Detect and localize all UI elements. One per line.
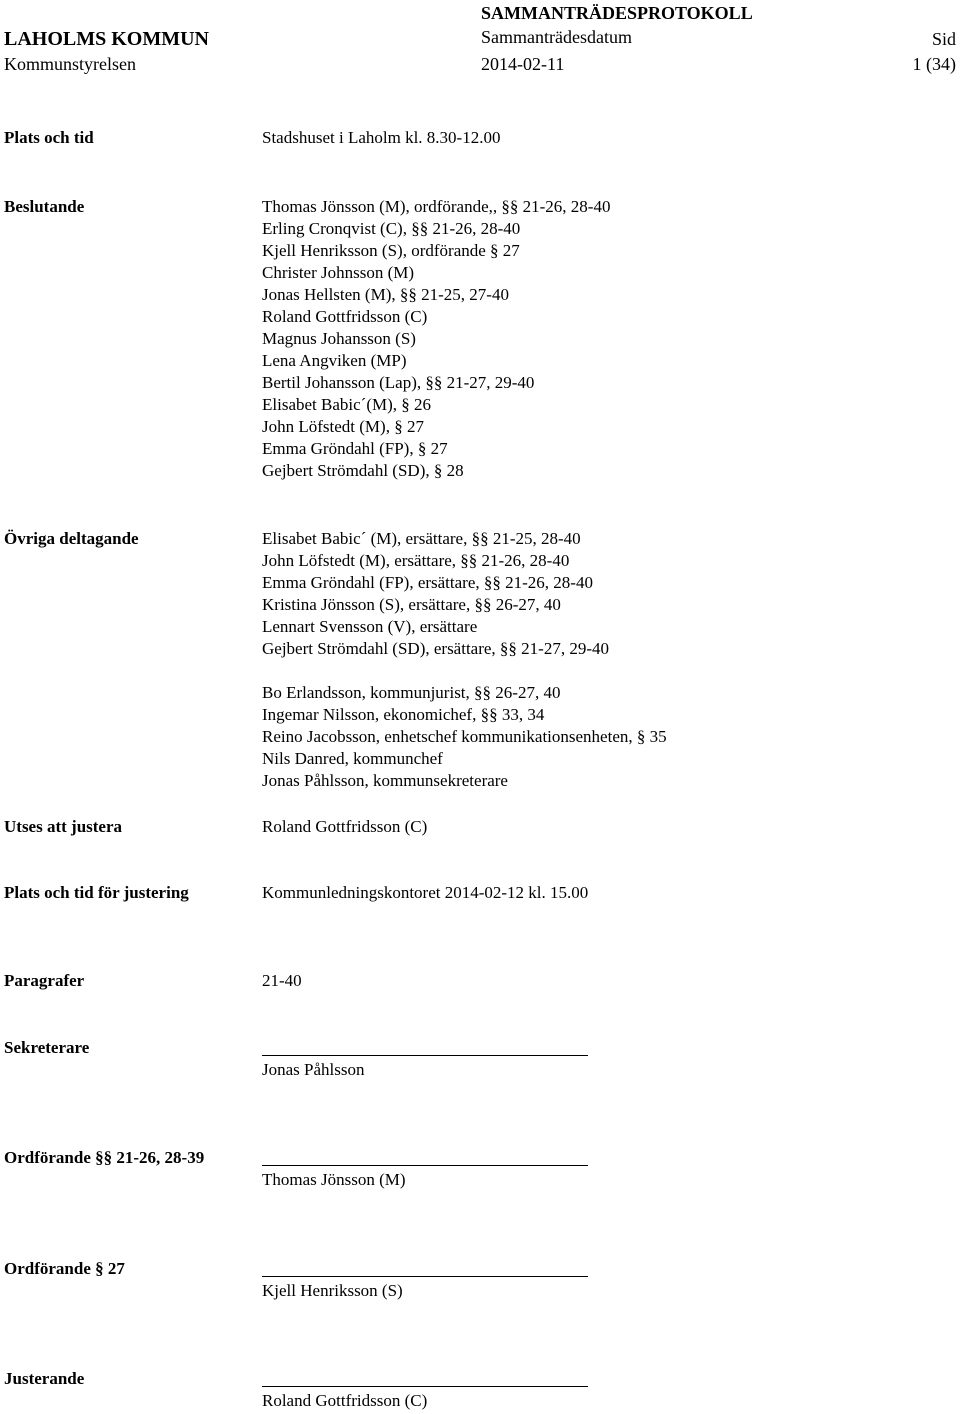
list-item: Jonas Hellsten (M), §§ 21-25, 27-40 [262, 285, 509, 304]
list-item: Emma Gröndahl (FP), ersättare, §§ 21-26, 28-40 [262, 573, 593, 592]
signature-label-adjuster: Justerande [4, 1369, 85, 1388]
list-item: John Löfstedt (M), ersättare, §§ 21-26, 28-40 [262, 551, 570, 570]
adjust-place-time-label: Plats och tid för justering [4, 883, 189, 902]
document-type: SAMMANTRÄDESPROTOKOLL [481, 3, 753, 23]
officials-list [262, 682, 667, 792]
adjust-place-time-value: Kommunledningskontoret 2014-02-12 kl. 15.00 [262, 883, 589, 902]
list-item: Magnus Johansson (S) [262, 329, 416, 348]
list-item: Kjell Henriksson (S), ordförande § 27 [262, 241, 520, 260]
list-item: Christer Johnsson (M) [262, 263, 415, 282]
page-number: 1 (34) [912, 54, 956, 74]
signature-label-chair-27: Ordförande § 27 [4, 1259, 125, 1278]
signature-line [262, 1386, 588, 1387]
signature-name-secretary: Jonas Påhlsson [262, 1060, 365, 1079]
signature-name-chair: Thomas Jönsson (M) [262, 1170, 406, 1189]
page-label: Sid [931, 29, 956, 49]
signature-line [262, 1055, 588, 1056]
organization-name: LAHOLMS KOMMUN [4, 28, 209, 50]
list-item: Ingemar Nilsson, ekonomichef, §§ 33, 34 [262, 705, 545, 724]
signature-line [262, 1165, 588, 1166]
list-item: Gejbert Strömdahl (SD), ersättare, §§ 21-27, 29-40 [262, 639, 609, 658]
list-item: Roland Gottfridsson (C) [262, 307, 428, 326]
meeting-date: 2014-02-11 [481, 54, 565, 74]
list-item: Emma Gröndahl (FP), § 27 [262, 439, 448, 458]
list-item: Kristina Jönsson (S), ersättare, §§ 26-27, 40 [262, 595, 561, 614]
place-time-label: Plats och tid [4, 128, 94, 147]
list-item: Lennart Svensson (V), ersättare [262, 617, 478, 636]
list-item: Elisabet Babic´(M), § 26 [262, 395, 432, 414]
list-item: Gejbert Strömdahl (SD), § 28 [262, 461, 464, 480]
paragraphs-value: 21-40 [262, 971, 302, 990]
other-participants-label: Övriga deltagande [4, 529, 139, 548]
signature-label-chair: Ordförande §§ 21-26, 28-39 [4, 1148, 205, 1167]
list-item: Thomas Jönsson (M), ordförande,, §§ 21-26, 28-40 [262, 197, 611, 216]
list-item: John Löfstedt (M), § 27 [262, 417, 424, 436]
list-item: Nils Danred, kommunchef [262, 749, 443, 768]
list-item: Bo Erlandsson, kommunjurist, §§ 26-27, 40 [262, 683, 561, 702]
list-item: Lena Angviken (MP) [262, 351, 407, 370]
decision-makers-list [262, 196, 610, 482]
signature-label-secretary: Sekreterare [4, 1038, 90, 1057]
list-item: Bertil Johansson (Lap), §§ 21-27, 29-40 [262, 373, 535, 392]
adjuster-value: Roland Gottfridsson (C) [262, 817, 428, 836]
decision-makers-label: Beslutande [4, 197, 85, 216]
place-time-value: Stadshuset i Laholm kl. 8.30-12.00 [262, 128, 501, 147]
signature-line [262, 1276, 588, 1277]
paragraphs-label: Paragrafer [4, 971, 85, 990]
list-item: Erling Cronqvist (C), §§ 21-26, 28-40 [262, 219, 521, 238]
substitutes-list [262, 528, 609, 660]
meeting-date-label: Sammanträdesdatum [481, 27, 632, 47]
signature-name-adjuster: Roland Gottfridsson (C) [262, 1391, 428, 1410]
list-item: Jonas Påhlsson, kommunsekreterare [262, 771, 508, 790]
adjuster-label: Utses att justera [4, 817, 123, 836]
list-item: Reino Jacobsson, enhetschef kommunikationsenheten, § 35 [262, 727, 667, 746]
department-name: Kommunstyrelsen [4, 54, 136, 74]
signature-name-chair-27: Kjell Henriksson (S) [262, 1281, 403, 1300]
list-item: Elisabet Babic´ (M), ersättare, §§ 21-25, 28-40 [262, 529, 581, 548]
